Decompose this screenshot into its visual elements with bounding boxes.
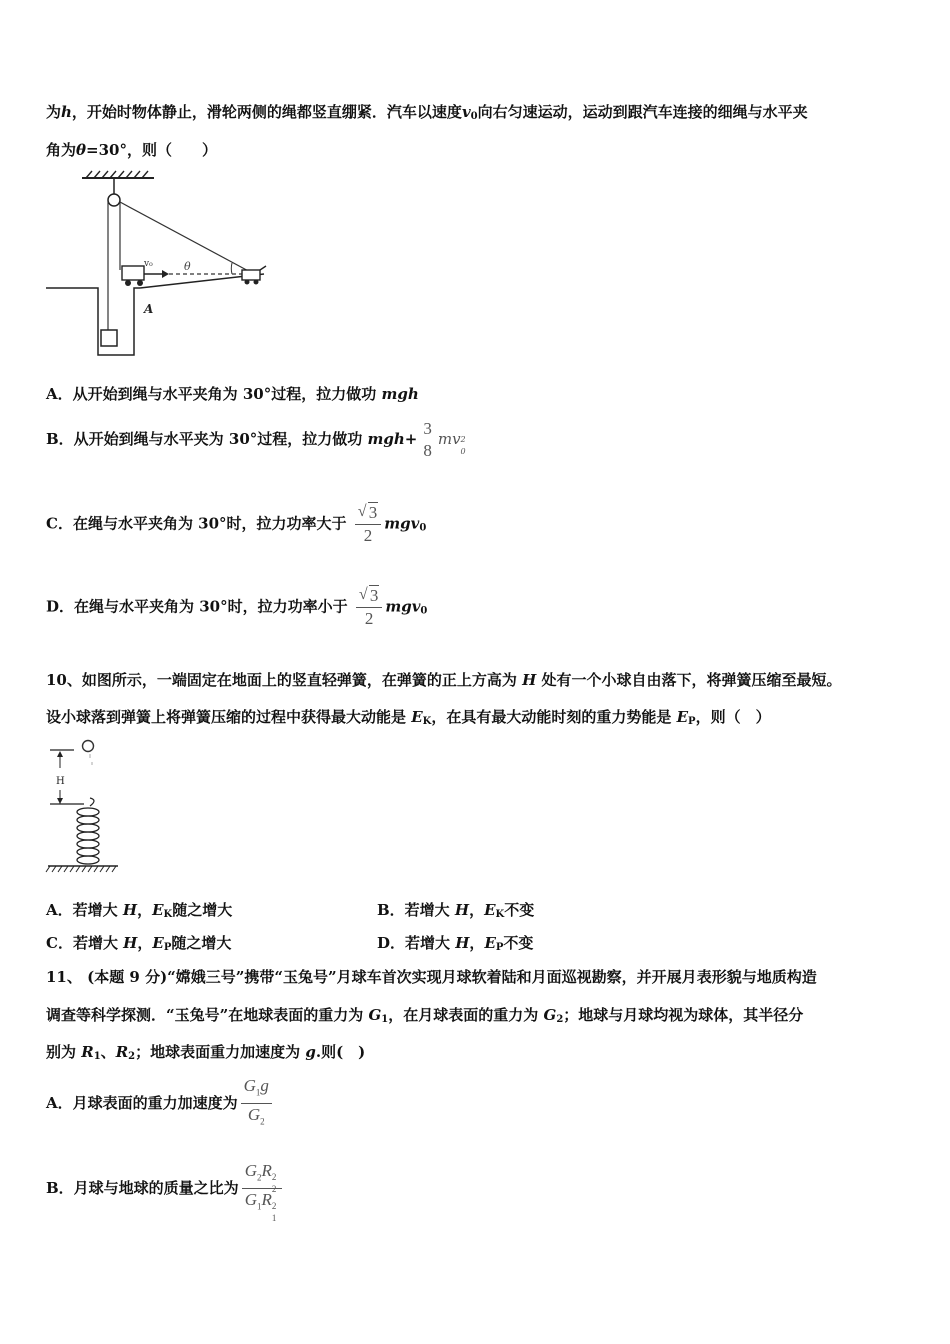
superscript: 2 [271,1172,277,1182]
option-text: A．月球表面的重力加速度为 [46,1093,238,1112]
q9-option-a [46,383,419,404]
G: G [243,1076,256,1095]
G: G [244,1190,257,1210]
text: 10、如图所示，一端固定在地面上的竖直轻弹簧，在弹簧的正上方高为 [46,671,523,689]
text: ， [469,901,485,919]
var-v: v [461,103,471,121]
text: ；地球与月球均视为球体，其半径分 [563,1006,804,1024]
option-text: A．从开始到绳与水平夹角为 30°过程，拉力做功 [46,385,382,403]
var-R: R [115,1043,129,1061]
R: R [261,1190,272,1210]
q9-option-c [46,502,426,547]
text: 别为 [46,1043,82,1061]
var-E: E [152,901,164,919]
denominator: 2 [355,524,382,547]
var-H: H [454,901,470,919]
var-E: E [676,708,689,726]
denominator: 2 [356,607,383,630]
subscript: 1 [93,1051,101,1062]
q10-option-d [377,932,533,953]
q9-stem-line-1 [46,101,808,122]
q11-stem-line-2 [46,1004,803,1025]
text: 设小球落到弹簧上将弹簧压缩的过程中获得最大动能是 [46,708,412,726]
v0-label: v₀ [144,259,153,269]
expr: mgv [384,514,420,533]
text: 随之增大 [172,901,233,919]
R: R [261,1161,272,1180]
pulley-car-figure [44,170,272,358]
H-label: H [56,776,65,787]
q9-option-b [46,418,469,462]
var-H: H [122,901,138,919]
var-E: E [484,934,496,952]
var-G: G [543,1006,557,1024]
subscript: K [163,909,173,920]
subscript: 1 [271,1213,277,1224]
subscript: 2 [128,1051,136,1062]
var-H: H [522,671,537,689]
q10-stem-line-1 [46,669,842,690]
subscript: 2 [260,1116,265,1127]
text: 调查等科学探测．“玉兔号”在地球表面的重力为 [46,1006,369,1024]
fraction-3-8 [420,418,435,462]
option-text: D．在绳与水平夹角为 30°时，拉力功率小于 [46,597,353,616]
subscript: K [422,716,432,727]
text: ， [137,934,153,952]
option-text: C．在绳与水平夹角为 30°时，拉力功率大于 [46,514,352,533]
mv: mv [437,430,461,448]
text: 向右匀速运动，运动到跟汽车连接的细绳与水平夹 [477,103,808,121]
subscript: 2 [556,1014,564,1025]
subscript: 0 [419,522,427,534]
text: .则( ) [315,1043,366,1061]
subscript: 1 [256,1201,262,1212]
text: ，在具有最大动能时刻的重力势能是 [431,708,677,726]
numerator: 3 [423,419,432,438]
option-text: B．从开始到绳与水平夹为 30°过程，拉力做功 [46,430,368,448]
var-theta: θ [76,141,87,159]
q10-option-a [46,899,232,920]
text: ， [469,934,485,952]
subscript: 2 [256,1172,262,1183]
var-G: G [368,1006,382,1024]
expr: mgv [385,597,421,616]
q11-option-a [46,1075,275,1133]
q9-option-d [46,585,427,630]
subscript: 1 [381,1014,389,1025]
var-h: h [61,103,72,121]
subscript: K [495,909,505,920]
var-E: E [152,934,164,952]
text: ，则（ ） [695,708,771,726]
q10-option-c [46,932,231,953]
var-R: R [81,1043,94,1061]
var-g: g [305,1043,316,1061]
text: A．若增大 [46,901,123,919]
text: ，在月球表面的重力为 [388,1006,544,1024]
text: 角为 [46,141,77,159]
denominator: 8 [423,441,432,460]
q11-stem-line-3 [46,1041,365,1062]
q10-stem-line-2 [46,706,771,727]
subscript: P [495,942,504,953]
q11-stem-line-1: 11、 (本题 9 分)“嫦娥三号”携带“玉兔号”月球车首次实现月球软着陆和月面巡视勘察，并开展月表形貌与地质构造 [46,968,817,986]
q9-stem-line-2 [46,139,217,160]
fraction-G2R2-G1R1 [242,1160,282,1224]
var-E: E [484,901,496,919]
text: =30°，则（ ） [86,141,217,159]
spring-figure [44,738,124,874]
subscript: 0 [420,605,428,617]
text: 随之增大 [171,934,232,952]
text: 处有一个小球自由落下，将弹簧压缩至最短。 [536,671,842,689]
mv-term [437,430,469,456]
radicand: 3 [369,586,379,605]
text: ；地球表面重力加速度为 [135,1043,306,1061]
subscript: 0 [460,447,466,456]
subscript: 2 [271,1184,277,1194]
text: 为 [46,103,62,121]
text: 不变 [503,934,534,952]
superscript: 2 [271,1201,277,1212]
option-text: B．月球与地球的质量之比为 [46,1178,239,1197]
expr: mgh [367,430,405,448]
var-E: E [411,708,423,726]
subscript: 0 [470,111,478,122]
radicand: 3 [368,503,378,522]
fraction-sqrt3-2: √ 3 2 [355,502,382,547]
g: g [260,1076,269,1095]
q11-option-b [46,1160,285,1224]
superscript: 2 [460,435,466,444]
var-H: H [455,934,470,952]
text: ，开始时物体静止，滑轮两侧的绳都竖直绷紧．汽车以速度 [71,103,462,121]
A-label: A [144,302,154,316]
fraction-sqrt3-2: √ 3 2 [356,585,383,630]
G: G [247,1105,261,1125]
text: D．若增大 [377,934,456,952]
text: C．若增大 [46,934,124,952]
expr: mgh [381,385,419,403]
subscript: 1 [255,1087,261,1098]
text: B．若增大 [377,901,455,919]
q10-option-b [377,899,534,920]
fraction-G1g-G2 [241,1075,272,1133]
subscript: P [163,942,172,953]
subscript: P [688,716,696,727]
plus: + [404,430,418,448]
text: 不变 [504,901,535,919]
text: ， [137,901,153,919]
G: G [244,1161,257,1180]
var-H: H [123,934,138,952]
text: 、 [100,1043,116,1061]
theta-label: θ [184,260,191,273]
